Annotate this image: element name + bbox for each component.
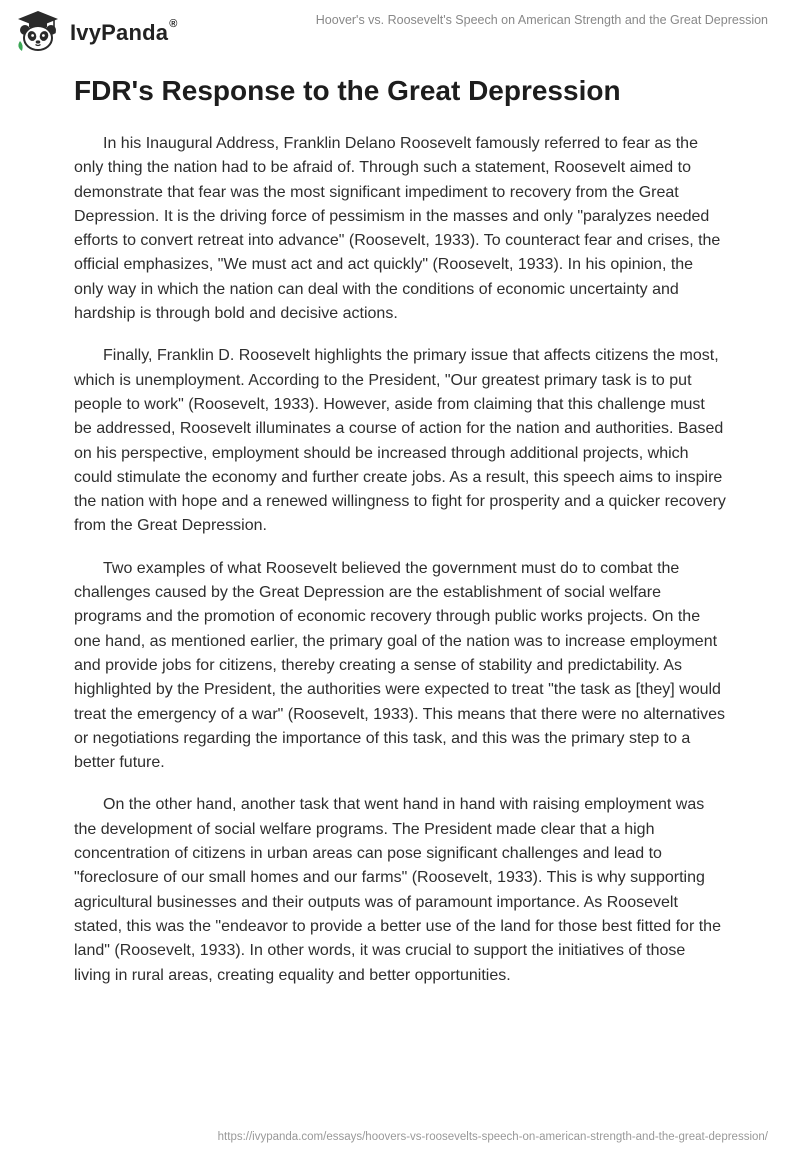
paragraph: On the other hand, another task that went hand in hand with raising employment was the development of social welfare programs. The President made clear that a high concentration of citizens in urban areas can pose significant challenges and lead to "foreclosure of our small homes and our farms" (Roosevelt, 1933). This is why supporting agricultural businesses and their outputs was of paramount importance. As Roosevelt stated, this was the "endeavor to provide a better use of the land for those best fitted for the land" (Roosevelt, 1933). In other words, it was crucial to support the initiatives of those living in rural areas, creating equality and better opportunities. bbox=[74, 796, 721, 984]
paragraph: In his Inaugural Address, Franklin Delano Roosevelt famously referred to fear as the only thing the nation had to be afraid of. Through such a statement, Roosevelt aimed to demonstrate that fear was the most significant impediment to recovery from the Great Depression. It is the driving force of pessimism in the masses and only "paralyzes needed efforts to convert retreat into advance" (Roosevelt, 1933). To counteract fear and crises, the official emphasizes, "We must act and act quickly" (Roosevelt, 1933). In his opinion, the only way in which the nation can deal with the conditions of economic uncertainty and hardship is through bold and decisive actions. bbox=[74, 135, 721, 323]
document-title: Hoover's vs. Roosevelt's Speech on American Strength and the Great Depression bbox=[315, 13, 768, 27]
article-heading: FDR's Response to the Great Depression bbox=[74, 75, 621, 106]
logo-text: IvyPanda bbox=[70, 20, 169, 45]
article-body bbox=[74, 132, 726, 1006]
paragraph: Two examples of what Roosevelt believed the government must do to combat the challenges caused by the Great Depression are the establishment of social welfare programs and the promotion of economic recovery through public works projects. On the one hand, as mentioned earlier, the primary goal of the nation was to increase employment and provide jobs for citizens, thereby creating a sense of stability and predictability. As highlighted by the President, the authorities were expected to treat "the task as [they] would treat the emergency of a war" (Roosevelt, 1933). This means that there were no alternatives or negotiations regarding the importance of this task, and this was the primary step to a better future. bbox=[74, 559, 726, 772]
paragraph: Finally, Franklin D. Roosevelt highlights the primary issue that affects citizens the most, which is unemployment. According to the President, "Our greatest primary task is to put people to work" (Roosevelt, 1933). However, aside from claiming that this challenge must be addressed, Roosevelt illuminates a course of action for the nation and authorities. Based on his perspective, employment should be increased through additional projects, which could stimulate the economy and further create jobs. As a result, this speech aims to inspire the nation with hope and a renewed willingness to fight for prosperity and a quicker recovery from the Great Depression. bbox=[74, 347, 726, 535]
panda-graduation-cap-icon bbox=[14, 9, 62, 53]
page-header bbox=[0, 0, 800, 56]
ivypanda-logo[interactable] bbox=[14, 9, 178, 53]
source-url[interactable]: https://ivypanda.com/essays/hoovers-vs-roosevelts-speech-on-american-strength-and-the-great-depression/ bbox=[217, 1131, 768, 1143]
logo-wordmark bbox=[70, 20, 178, 46]
registered-mark: ® bbox=[169, 18, 178, 30]
